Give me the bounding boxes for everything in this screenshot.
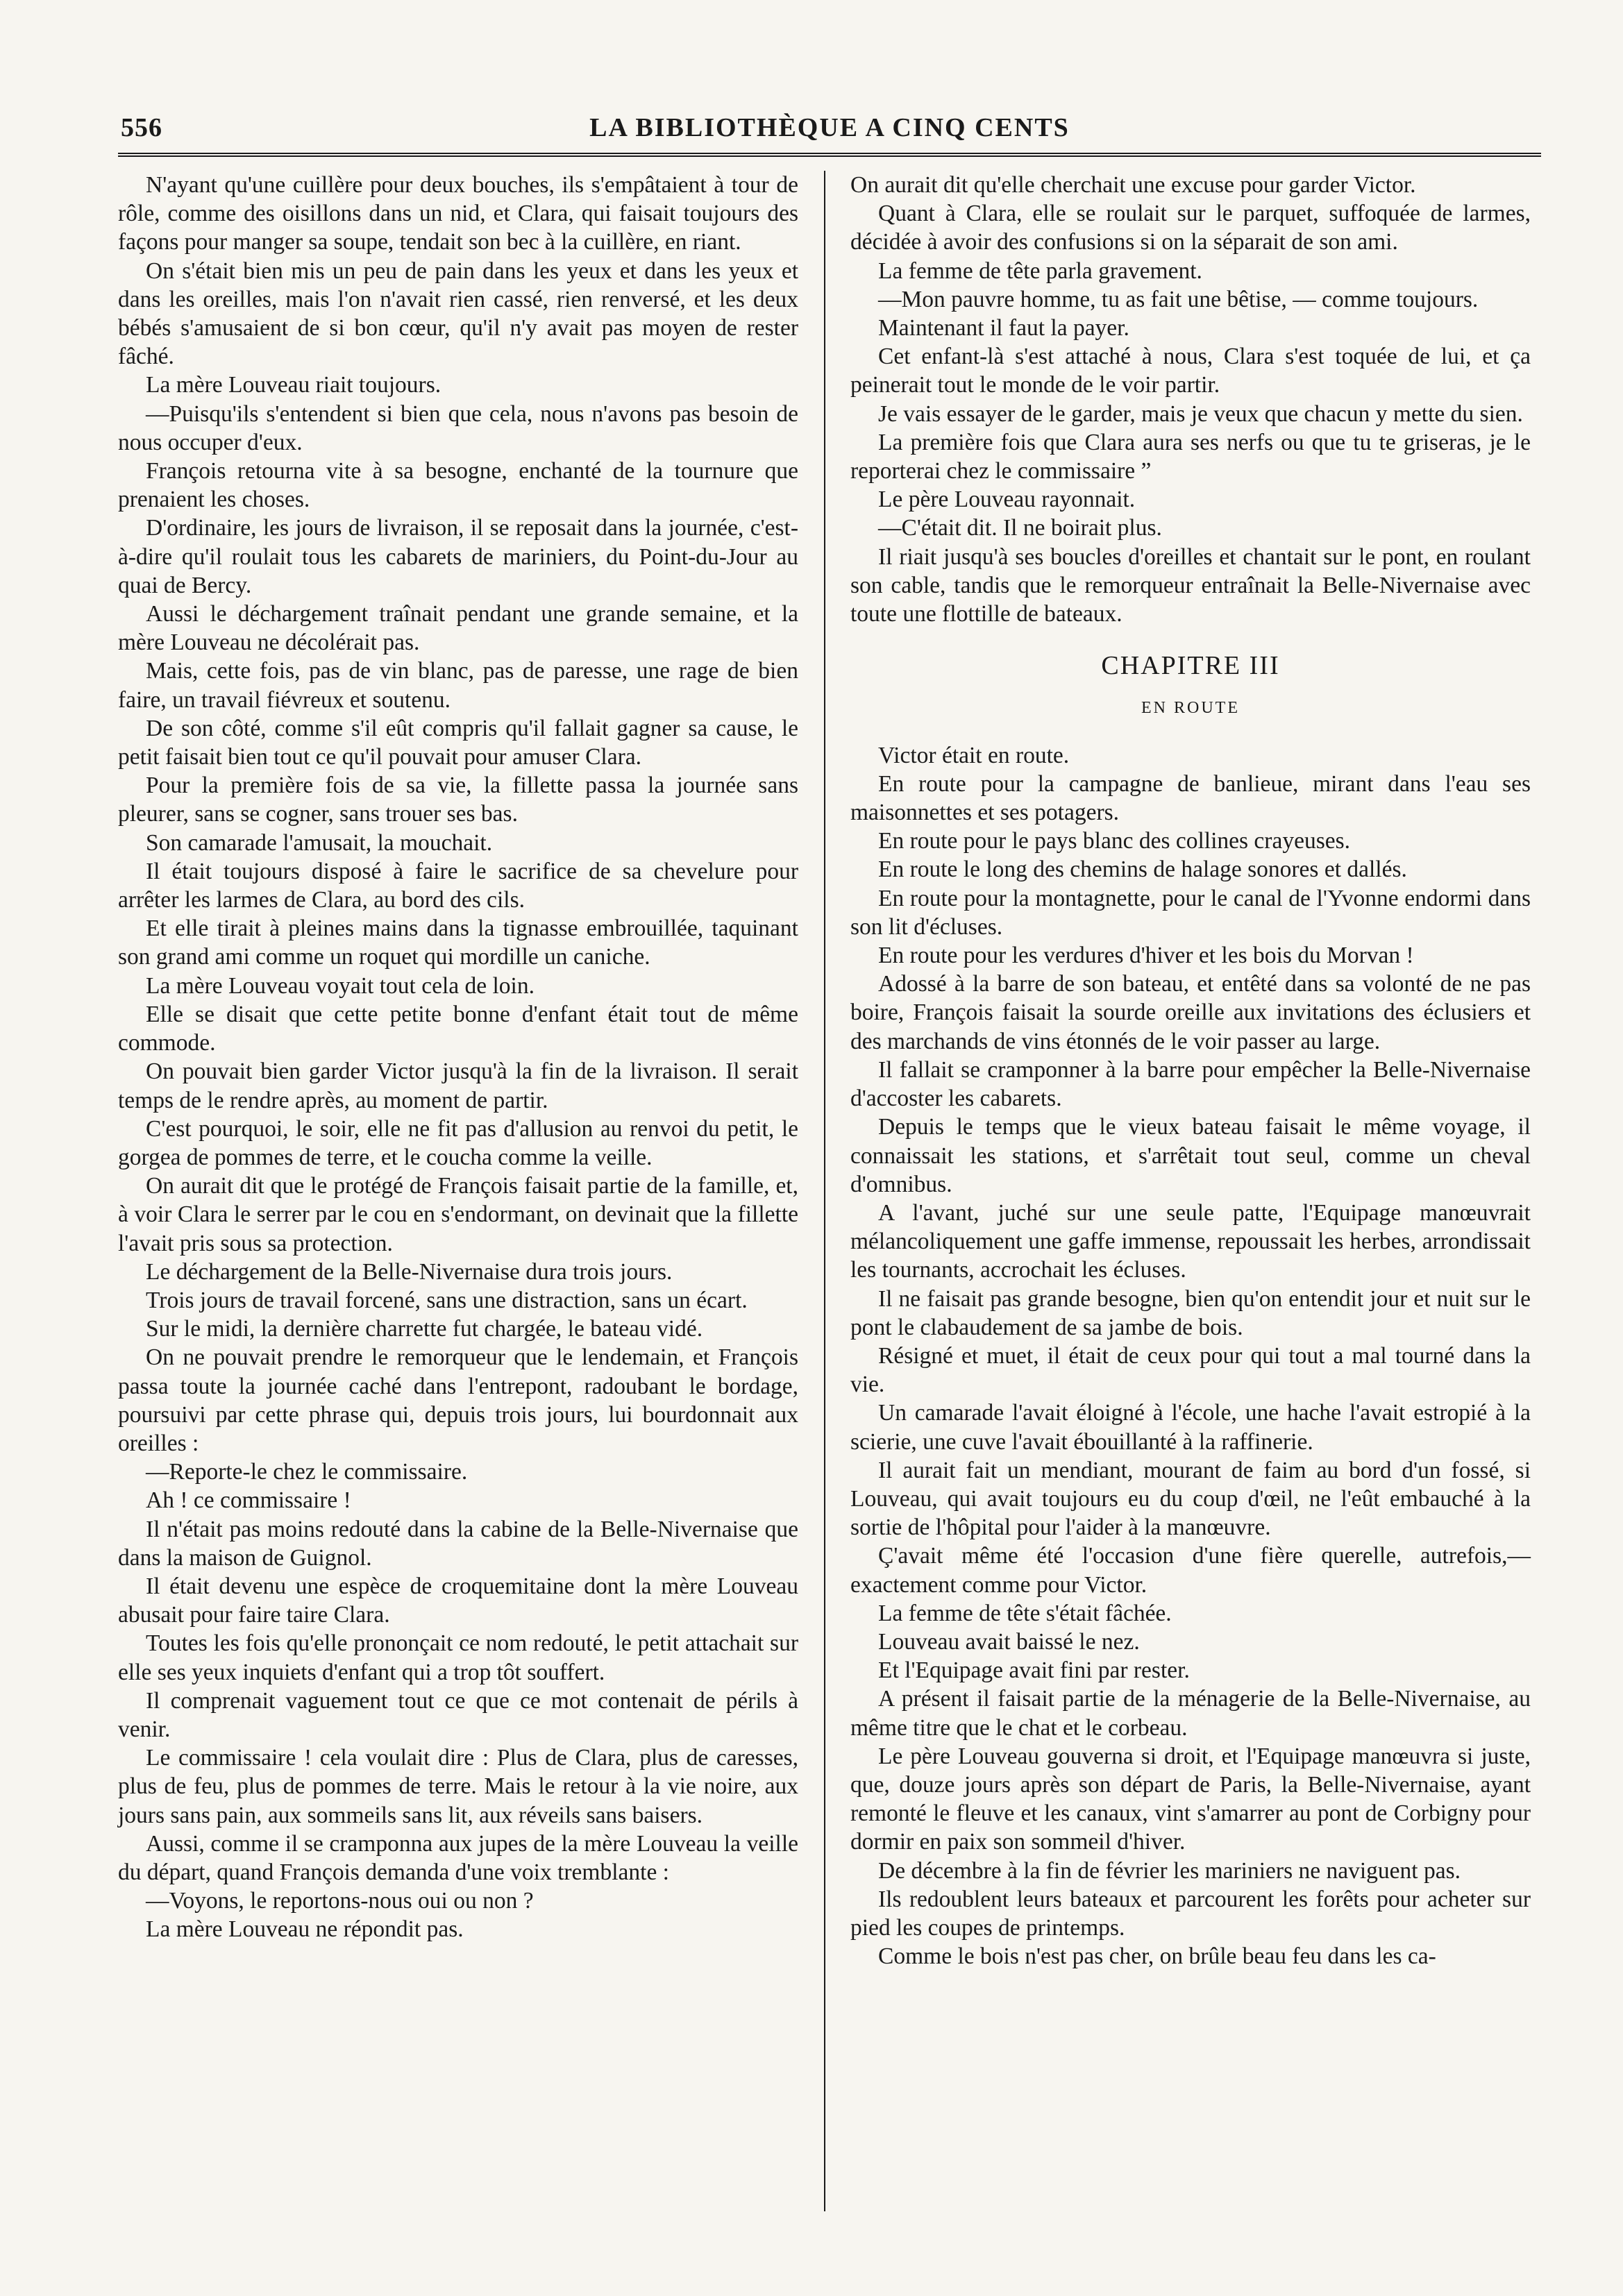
- left-column: [118, 171, 798, 1944]
- paragraph: Sur le midi, la dernière charrette fut chargée, le bateau vidé.: [146, 1316, 703, 1342]
- paragraph: Je vais essayer de le garder, mais je veux que chacun y mette du sien.: [878, 400, 1523, 427]
- paragraph: Quant à Clara, elle se roulait sur le parquet, suffoquée de larmes, décidée à avoir des confusions si on la séparait de son ami.: [850, 201, 1531, 255]
- paragraph: Il aurait fait un mendiant, mourant de faim au bord d'un fossé, si Louveau, qui avait toujours eu du coup d'œil, ne l'eût embauché à la sortie de l'hôpital pour l'aider à la manœuvre.: [850, 1457, 1531, 1541]
- paragraph: Aussi, comme il se cramponna aux jupes de la mère Louveau la veille du départ, quand François demanda d'une voix tremblante :: [118, 1830, 798, 1885]
- paragraph: La mère Louveau ne répondit pas.: [146, 1916, 464, 1943]
- paragraph: La première fois que Clara aura ses nerfs ou que tu te griseras, je le reporterai chez le commissaire ”: [850, 429, 1531, 484]
- paragraph: La femme de tête s'était fâchée.: [878, 1600, 1172, 1626]
- paragraph: C'est pourquoi, le soir, elle ne fit pas d'allusion au renvoi du petit, le gorgea de pommes de terre, et le coucha comme la veille.: [118, 1115, 798, 1170]
- paragraph: La mère Louveau voyait tout cela de loin.: [146, 972, 535, 999]
- paragraph: On s'était bien mis un peu de pain dans les yeux et dans les yeux et dans les oreilles, mais l'on n'avait rien cassé, rien renversé, et les deux bébés s'amusaient de si bon cœur, qu'il n'y avait pas moyen de rester fâché.: [118, 258, 798, 370]
- paragraph: —Reporte-le chez le commissaire.: [146, 1459, 468, 1485]
- paragraph: On aurait dit qu'elle cherchait une excuse pour garder Victor.: [850, 172, 1416, 198]
- paragraph: Il ne faisait pas grande besogne, bien qu'on entendit jour et nuit sur le pont le clabaudement de sa jambe de bois.: [850, 1285, 1531, 1340]
- paragraph: Le père Louveau rayonnait.: [878, 487, 1136, 513]
- chapter-title: CHAPITRE III: [1101, 651, 1280, 681]
- right-column-after-chapter: [850, 741, 1531, 1971]
- paragraph: Le déchargement de la Belle-Nivernaise dura trois jours.: [146, 1258, 673, 1285]
- chapter-subtitle: EN ROUTE: [1141, 699, 1240, 718]
- paragraph: Un camarade l'avait éloigné à l'école, une hache l'avait estropié à la scierie, une cuve l'avait ébouillanté à la raffinerie.: [850, 1400, 1531, 1455]
- paragraph: En route le long des chemins de halage sonores et dallés.: [878, 856, 1407, 883]
- paragraph: —C'était dit. Il ne boirait plus.: [878, 515, 1162, 541]
- paragraph: Le commissaire ! cela voulait dire : Plus de Clara, plus de caresses, plus de feu, plus de pommes de terre. Mais le retour à la vie noire, aux jours sans pain, aux sommeils sans lit, aux réveils sans baisers.: [118, 1745, 798, 1828]
- paragraph: En route pour le pays blanc des collines crayeuses.: [878, 828, 1351, 854]
- paragraph: En route pour la montagnette, pour le canal de l'Yvonne endormi dans son lit d'écluses.: [850, 885, 1531, 940]
- paragraph: Il était toujours disposé à faire le sacrifice de sa chevelure pour arrêter les larmes de Clara, au bord des cils.: [118, 858, 798, 913]
- paragraph: Toutes les fois qu'elle prononçait ce nom redouté, le petit attachait sur elle ses yeux inquiets d'enfant qui a trop tôt souffert.: [118, 1630, 798, 1685]
- paragraph: François retourna vite à sa besogne, enchanté de la tournure que prenaient les choses.: [118, 458, 798, 513]
- paragraph: On pouvait bien garder Victor jusqu'à la fin de la livraison. Il serait temps de le rendre après, au moment de partir.: [118, 1058, 798, 1113]
- paragraph: Trois jours de travail forcené, sans une distraction, sans un écart.: [146, 1287, 748, 1313]
- paragraph: Aussi le déchargement traînait pendant une grande semaine, et la mère Louveau ne décolérait pas.: [118, 601, 798, 656]
- paragraph: Maintenant il faut la payer.: [878, 315, 1129, 341]
- paragraph: La mère Louveau riait toujours.: [146, 372, 442, 398]
- paragraph: Il fallait se cramponner à la barre pour empêcher la Belle-Nivernaise d'accoster les cabarets.: [850, 1056, 1531, 1112]
- paragraph: —Mon pauvre homme, tu as fait une bêtise, — comme toujours.: [878, 286, 1479, 312]
- paragraph: Résigné et muet, il était de ceux pour qui tout a mal tourné dans la vie.: [850, 1342, 1531, 1398]
- page: [118, 104, 1541, 2200]
- running-title: LA BIBLIOTHÈQUE A CINQ CENTS: [589, 113, 1070, 142]
- paragraph: Cet enfant-là s'est attaché à nous, Clara s'est toquée de lui, et ça peinerait tout le monde de le voir partir.: [850, 344, 1531, 398]
- paragraph: D'ordinaire, les jours de livraison, il se reposait dans la journée, c'est-à-dire qu'il roulait tous les cabarets de mariniers, du Point-du-Jour au quai de Bercy.: [118, 515, 798, 598]
- paragraph: La femme de tête parla gravement.: [878, 258, 1202, 284]
- paragraph: Ah ! ce commissaire !: [146, 1487, 351, 1514]
- paragraph: Son camarade l'amusait, la mouchait.: [146, 829, 493, 856]
- paragraph: Pour la première fois de sa vie, la fillette passa la journée sans pleurer, sans se cogner, sans trouer ses bas.: [118, 773, 798, 827]
- paragraph: A l'avant, juché sur une seule patte, l'Equipage manœuvrait mélancoliquement une gaffe immense, repoussait les herbes, arrondissait les tournants, accrochait les écluses.: [850, 1199, 1531, 1283]
- text-columns: [118, 171, 1541, 2200]
- paragraph: Mais, cette fois, pas de vin blanc, pas de paresse, une rage de bien faire, un travail fiévreux et soutenu.: [118, 658, 798, 713]
- page-number: 556: [121, 113, 162, 142]
- paragraph: Il comprenait vaguement tout ce que ce mot contenait de périls à venir.: [118, 1687, 798, 1742]
- paragraph: Et l'Equipage avait fini par rester.: [878, 1657, 1190, 1684]
- paragraph: —Puisqu'ils s'entendent si bien que cela, nous n'avons pas besoin de nous occuper d'eux.: [118, 400, 798, 455]
- paragraph: Il n'était pas moins redouté dans la cabine de la Belle-Nivernaise que dans la maison de Guignol.: [118, 1516, 798, 1571]
- paragraph: On ne pouvait prendre le remorqueur que le lendemain, et François passa toute la journée caché dans l'entrepont, radoubant le bordage, poursuivi par cette phrase qui, depuis trois jours, lui bourdonnait aux oreilles :: [118, 1344, 798, 1456]
- paragraph: Victor était en route.: [878, 742, 1070, 768]
- paragraph: Ç'avait même été l'occasion d'une fière querelle, autrefois,— exactement comme pour Victor.: [850, 1543, 1531, 1598]
- paragraph: Louveau avait baissé le nez.: [878, 1628, 1140, 1655]
- right-column: [850, 171, 1531, 1970]
- paragraph: Et elle tirait à pleines mains dans la tignasse embrouillée, taquinant son grand ami comme un roquet qui mordille un caniche.: [118, 915, 798, 970]
- page-header: [118, 104, 1541, 157]
- column-divider: [824, 171, 825, 2211]
- paragraph: Comme le bois n'est pas cher, on brûle beau feu dans les ca-: [878, 1943, 1436, 1970]
- paragraph: Elle se disait que cette petite bonne d'enfant était tout de même commode.: [118, 1001, 798, 1056]
- paragraph: De son côté, comme s'il eût compris qu'il fallait gagner sa cause, le petit faisait bien tout ce qu'il pouvait pour amuser Clara.: [118, 715, 798, 770]
- paragraph: On aurait dit que le protégé de François faisait partie de la famille, et, à voir Clara le serrer par le cou en s'endormant, on devinait que la fillette l'avait pris sous sa protection.: [118, 1173, 798, 1256]
- paragraph: De décembre à la fin de février les mariniers ne naviguent pas.: [878, 1857, 1461, 1884]
- paragraph: Adossé à la barre de son bateau, et entêté dans sa volonté de ne pas boire, François faisait la sourde oreille aux invitations des éclusiers et des marchands de vins étonnés de le voir passer au large.: [850, 971, 1531, 1054]
- paragraph: N'ayant qu'une cuillère pour deux bouches, ils s'empâtaient à tour de rôle, comme des oisillons dans un nid, et Clara, qui faisait toujours des façons pour manger sa soupe, tendait son bec à la cuillère, en riant.: [118, 172, 798, 255]
- paragraph: Il était devenu une espèce de croquemitaine dont la mère Louveau abusait pour faire taire Clara.: [118, 1573, 798, 1628]
- paragraph: Le père Louveau gouverna si droit, et l'Equipage manœuvra si juste, que, douze jours après son départ de Paris, la Belle-Nivernaise, ayant remonté le fleuve et les canaux, vint s'amarrer au pont de Corbigny pour dormir en paix son sommeil d'hiver.: [850, 1743, 1531, 1855]
- paragraph: Il riait jusqu'à ses boucles d'oreilles et chantait sur le pont, en roulant son cable, tandis que le remorqueur entraînait la Belle-Nivernaise avec toute une flottille de bateaux.: [850, 543, 1531, 627]
- paragraph: Ils redoublent leurs bateaux et parcourent les forêts pour acheter sur pied les coupes de printemps.: [850, 1886, 1531, 1941]
- paragraph: En route pour les verdures d'hiver et les bois du Morvan !: [878, 943, 1414, 969]
- paragraph: Depuis le temps que le vieux bateau faisait le même voyage, il connaissait les stations, et s'arrêtait tout seul, comme un cheval d'omnibus.: [850, 1114, 1531, 1197]
- paragraph: —Voyons, le reportons-nous oui ou non ?: [146, 1888, 534, 1914]
- paragraph: En route pour la campagne de banlieue, mirant dans l'eau ses maisonnettes et ses potagers.: [850, 770, 1531, 826]
- right-column-before-chapter: [850, 171, 1531, 628]
- paragraph: A présent il faisait partie de la ménagerie de la Belle-Nivernaise, au même titre que le chat et le corbeau.: [850, 1686, 1531, 1741]
